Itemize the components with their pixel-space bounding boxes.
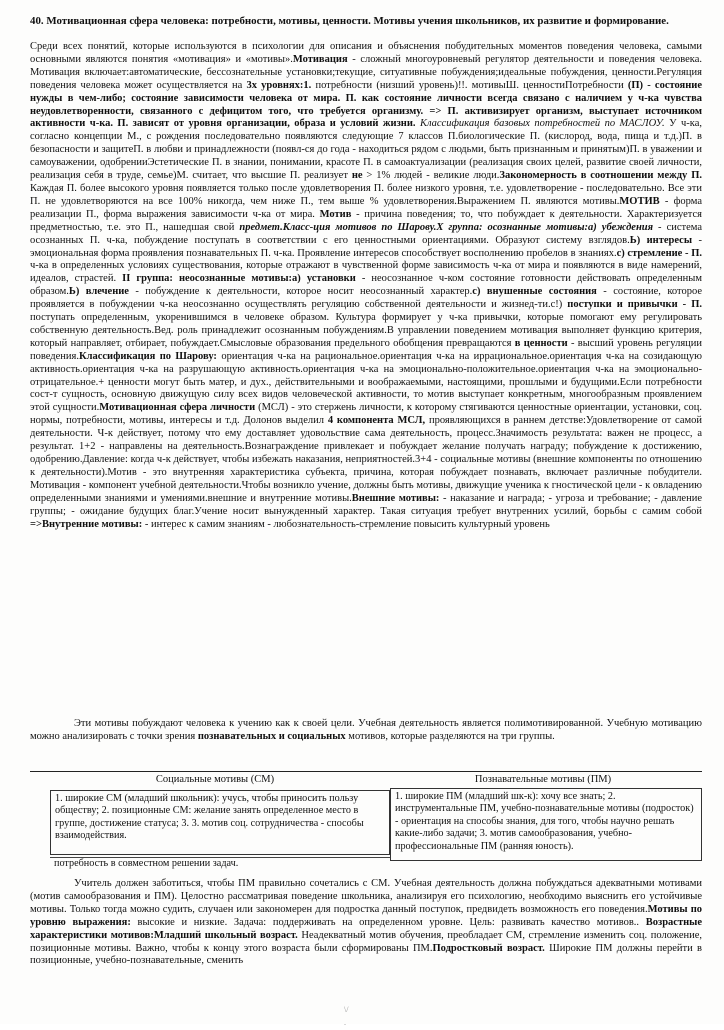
section-heading: 40. Мотивационная сфера человека: потребности, мотивы, ценности. Мотивы учения школьников, их развитие и формирование. — [30, 15, 669, 27]
text-run: Классификация по Шарову: — [78, 350, 217, 362]
main-paragraph — [30, 41, 702, 531]
social-motives-continuation: потребность в совместном решении задач. — [50, 857, 390, 870]
text-run: Неадекватный мотив обучения, преобладает СМ, стремление изменить соц. положение, позиционные мотивы. Важно, чтобы к концу этого возраста были сформированы ПМ. — [30, 929, 703, 954]
text-run: - наказание и награда; - угроза и требование; - давление группы; - ожидание будущих благ.Учение носит вынужденный характер. Такая ситуация требует внутренних усилий, борьбы с самим собой — [30, 492, 702, 517]
text-run: - причина поведения; то, что побуждает к деятельности. Характеризуется предметностью, т.е. это П., нашедшая свой — [30, 208, 702, 233]
text-run: проявляющихся в раннем детстве:Удовлетворение от самой деятельности. Ч-к действует, потому что ему доставляет удовольствие сама деятельность, процесс.Значимость результата: важен не процесс, а результат. 1+2 - направлены на деятельность.Вознаграждение привлекает и побуждает желание получать награду; побуждение к достижению, одобрению.Давление: когда ч-к действует, чтобы избежать наказания, неприятностей.3+4 - социальные мотивы (внешние компоненты по отношению к деятельности).Мотив - это внутренняя характеристика субъекта, причина, которая побуждает познавать, включает различные побудители. Мотивация - компонент учебной деятельности.Чтобы возникло учение, должны быть мотивы, движущие ученика к гностической цели - к овладению определенными знаниями и умениями.внешние и внутренние мотивы. — [30, 415, 702, 504]
text-run: поступки и привычки - П. — [567, 299, 703, 311]
column-header-cognitive-motives: Познавательные мотивы (ПМ) — [474, 774, 612, 785]
text-run: Ь) влечение — [68, 286, 129, 298]
text-run: - интерес к самим знаниям - любознательность-стремление повысить культурный уровень — [142, 518, 550, 530]
text-run: мотивов, которые разделяются на три группы. — [345, 730, 555, 742]
text-run: - система осознанных П. ч-ка, побуждение поступать в соответствии с его ценностными ориентациями. Образуют систему взглядов. — [30, 221, 703, 246]
text-run: предмет.Класс-ция мотивов по Шарову.Х группа: осознанные мотивы:а) убеждения — [239, 221, 654, 233]
text-run: Учитель должен заботиться, чтобы ПМ правильно сочетались с СМ. Учебная деятельность должна побуждаться адекватными мотивами (мотив самообразования и ПМ). Целостно рассматривая поведение школьника, анализируя его психологию, необходимо выяснить его устойчивые мотивы. Только тогда можно судить, случаен или закономерен для подростка данный поступок, предвидеть возможность его поведения. — [30, 878, 702, 915]
text-run: Ь) интересы — [629, 234, 693, 246]
text-run: 4 компонента МСЛ, — [327, 415, 426, 427]
text-run: - высший уровень регуляции поведения. — [30, 337, 703, 362]
text-run: ч-ка в определенных условиях существования, которые отражают в чувственной форме зависимость ч-ка от мира и появляются в виде намерений, идеалов, страстей. — [30, 260, 702, 285]
text-run: =>Внутренние мотивы: — [30, 518, 143, 530]
text-run: Мотивационная сфера личности — [99, 402, 256, 414]
column-header-social-motives: Социальные мотивы (СМ) — [155, 774, 275, 785]
text-run: (МСЛ) - это стержень личности, к которому стягиваются ценностные ориентации, установки, соц. нормы, потребности, мотивы, интересы и т.д. Долонов выделил — [30, 402, 702, 427]
text-run: Мотив — [319, 208, 352, 220]
text-run: (П) - состояние нужды в чем-либо; состояние зависимости человека от мира. П. как состояние личности всегда связано с наличием у ч-ка чувства неудовлетворенности, связанного с дефицитом того, что требуется организму. => П. активизирует организм, выступает источником активности ч-ка. П. зависят от уровня организации, образа и условий жизни. — [30, 79, 702, 130]
text-run: - неосознанное ч-ком состояние готовности действовать определенным образом. — [30, 273, 702, 298]
text-run: > 1% людей - великие люди. — [362, 170, 500, 182]
text-run: Мотивация — [292, 53, 348, 65]
cognitive-motives-cell: 1. широкие ПМ (младший шк-к): хочу все знать; 2. инструментальные ПМ, учебно-познавательные мотивы (подросток) - ориентация на способы знания, для того, чтобы научно решать какие-либо задачи; 3. мотив самообразования, учебно-профессиональные ПМ (ранняя юность). — [390, 788, 702, 861]
text-run: Эти мотивы побуждают человека к учению как к своей цели. Учебная деятельность является полимотивированной. Учебную мотивацию можно анализировать с точки зрения — [30, 718, 702, 742]
text-run: Среди всех понятий, которые используются в психологии для описания и объяснения побудительных моментов поведения человека, самыми основными являются понятия «мотивация» и «мотивы». — [30, 41, 702, 65]
text-run: - форма реализации П., форма выражения зависимости ч-ка от мира. — [30, 195, 703, 220]
text-run: Подростковый возраст. — [432, 942, 545, 954]
text-run: У ч-ка, согласно концепции М., с рождения последовательно появляются следующие 7 классов П.биологические П. (кислород, вода, пища и т.д.)П. в безопасности и защитеП. в любви и принадлежности (появл-ся до года - находиться рядом с людьми, быть признанным и принятым)П. в уважении и самоуважении, одобренииЭстетические П. в знании, понимании, красоте П. в самоактуализации (реализация своих целей, развитие своей личности, реализация себя в труде, семье)М. считает, что высшие П. реализует — [30, 118, 702, 182]
text-run: Классификация базовых потребностей по МАСЛОУ. — [419, 118, 665, 130]
text-run: Закономерность в соотношении между П. — [499, 170, 702, 182]
text-run: - сложный многоуровневый регулятор деятельности и поведения человека. Мотивация включает:автоматические, бессознательные установки;текущие, ситуативные побуждения;идеальные побуждения, ценности.Регуляция поведения человека может осуществляется на — [30, 53, 702, 91]
text-run: II группа: неосознанные мотивы:а) установки — [122, 273, 356, 285]
text-run: ориентация ч-ка на рациональное.ориентация ч-ка на иррациональное.ориентация ч-ка на созидающую активность.ориентация ч-ка на разрушающую активность.ориентация ч-ка на эмоционально-положительное.ориентация ч-ка на эмоционально-отрицательное.+ ценности могут быть матер, и дух., действительными и воображаемыми, настоящими, прошлыми и будущими.Если потребности сост-т сущность, основную движущую силу всех видов человеческой активности, то мотив выступает конкретным, многообразным проявлением этой сущности. — [30, 350, 702, 414]
scan-mark: \/ . — [344, 1005, 349, 1027]
text-run: Широкие ПМ должны перейти в позиционные, учебно-познавательные, сменить — [30, 942, 703, 967]
text-run: познавательных и социальных — [197, 730, 346, 742]
text-run: не — [351, 170, 363, 182]
table-top-rule — [30, 771, 702, 772]
text-run: с) стремление - П. — [616, 247, 702, 259]
text-run: - состояние, которое проявляется в побуждении ч-ка неосознанно осуществлять регуляцию собственной деятельности и жизнед-ти.с!) — [30, 286, 702, 311]
text-run: Возрастные характеристики мотивов:Младший школьный возраст. — [30, 916, 703, 941]
text-run: высокие и низкие. Задача: поддерживать на определенном уровне. Цель: развивать качество мотивов.. — [130, 916, 646, 928]
text-run: МОТИВ — [619, 195, 660, 207]
text-run: в ценности — [514, 337, 568, 349]
text-run: Каждая П. более высокого уровня появляется только после удовлетворения П. более низкого уровня, т.е. удовлетворение - последовательно. Все эти П. не удовлетворяются на все 100% никогда, чем ниже П., тем выше % удовлетворения.Выражением П. являются мотивы. — [30, 182, 702, 207]
text-run: 3х уровнях:1. — [246, 79, 312, 91]
motives-table — [30, 771, 702, 869]
text-run: - эмоциональная форма проявления познавательных П. ч-ка. Проявление интересов способствует восполнению пробелов в знаниях. — [30, 234, 702, 259]
text-run: - побуждение к деятельности, которое носит неосознанный характер. — [128, 286, 473, 298]
text-run: поступать определенным, укоренившимся в человеке образом. Культура формирует у ч-ка привычки, которые помогают ему регулировать собственную деятельность.Вед. роль принадлежит осознанным побуждениям.В управлении поведением мотивация выполняет функцию критерия, который направляет, отбирает, побуждает.Смысловые образования предельного обобщения превращаются — [30, 312, 702, 349]
text-run: Внешние мотивы: — [351, 492, 440, 504]
teacher-paragraph — [30, 878, 702, 968]
text-run: Мотивы по уровню выражения: — [30, 903, 702, 928]
text-run: с) внушенные состояния — [472, 286, 597, 298]
text-run: потребности (низший уровень)!!. мотивыШ. ценностиПотребности — [311, 79, 628, 91]
motivation-paragraph — [30, 718, 702, 744]
social-motives-cell: 1. широкие СМ (младший школьник): учусь, чтобы приносить пользу обществу; 2. позиционные СМ: желание занять определенное место в группе, достижение статуса; 3. 3. мотив соц. сотрудничества - способы взаимодействия. — [50, 790, 390, 855]
